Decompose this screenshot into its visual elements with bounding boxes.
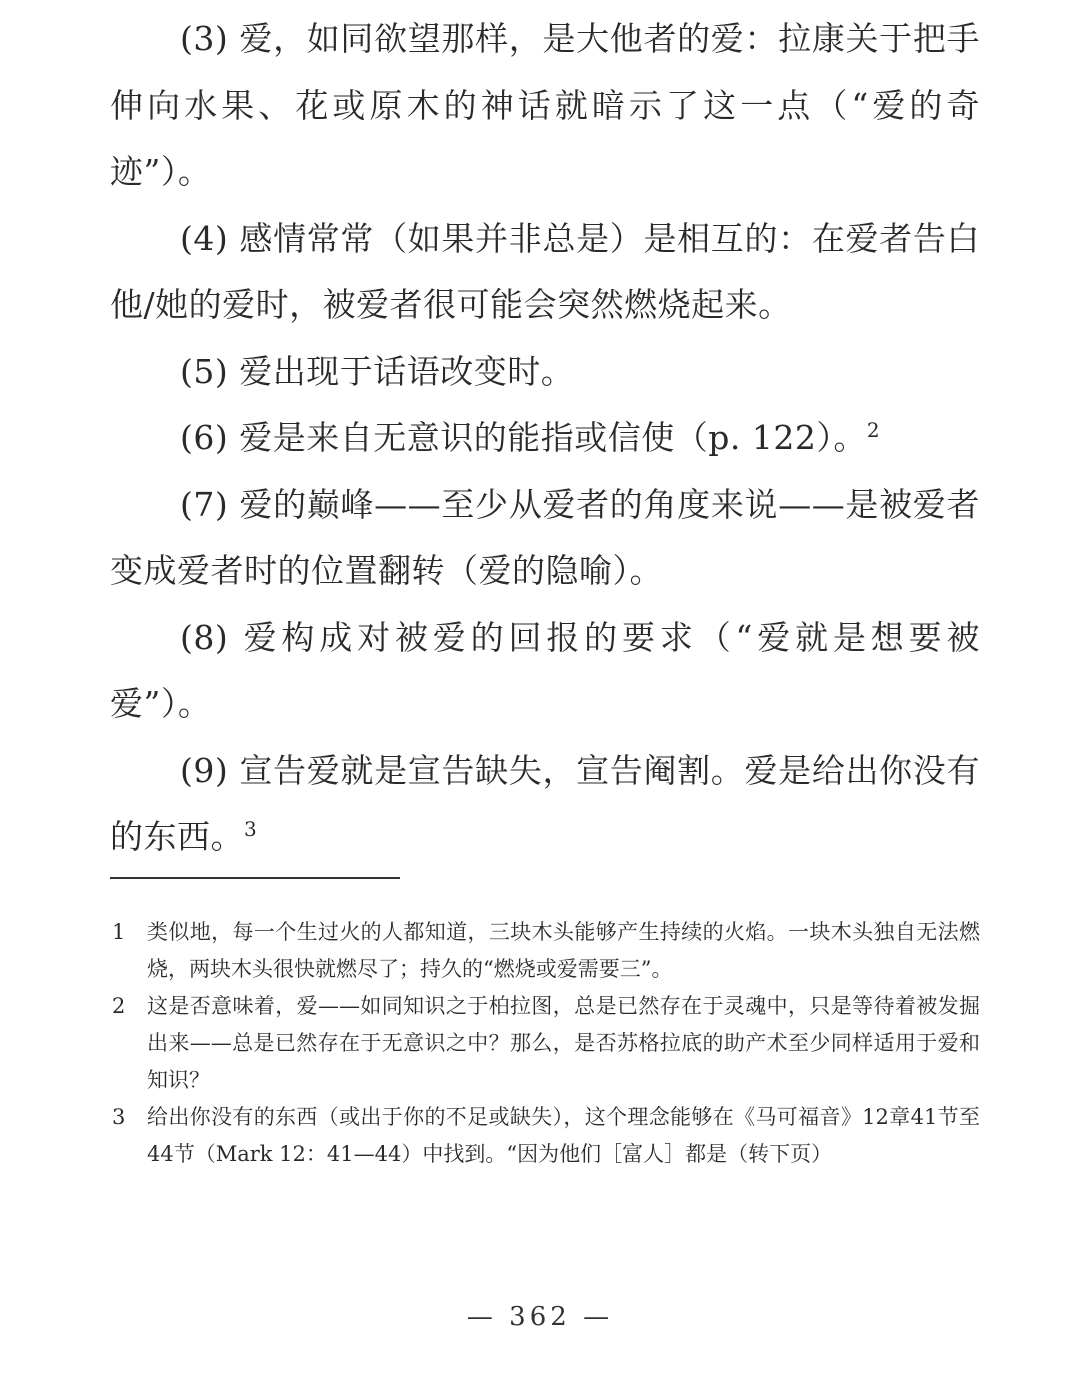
main-text bbox=[110, 6, 980, 871]
footnote-3 bbox=[110, 1099, 980, 1173]
footnote-number: 1 bbox=[112, 920, 126, 944]
footnote-number: 3 bbox=[112, 1105, 126, 1129]
paragraph-4 bbox=[110, 206, 980, 339]
footnotes bbox=[110, 914, 980, 1173]
footnote-text: 给出你没有的东西（或出于你的不足或缺失），这个理念能够在《马可福音》12章41节至44节（Mark 12：41—44）中找到。“因为他们［富人］都是（转下页） bbox=[147, 1105, 980, 1166]
paragraph-text: (6) 爱是来自无意识的能指或信使（p. 122）。 bbox=[180, 418, 867, 457]
paragraph-3 bbox=[110, 6, 980, 206]
footnote-1 bbox=[110, 914, 980, 988]
footnote-text: 这是否意味着，爱——如同知识之于柏拉图，总是已然存在于灵魂中，只是等待着被发掘出来——总是已然存在于无意识之中？那么，是否苏格拉底的助产术至少同样适用于爱和知识？ bbox=[147, 994, 980, 1092]
paragraph-text: (9) 宣告爱就是宣告缺失，宣告阉割。爱是给出你没有的东西。 bbox=[110, 750, 980, 856]
paragraph-8 bbox=[110, 605, 980, 738]
paragraph-9 bbox=[110, 738, 980, 871]
footnote-number: 2 bbox=[112, 994, 126, 1018]
footnote-2 bbox=[110, 988, 980, 1099]
paragraph-7 bbox=[110, 472, 980, 605]
footnote-text: 类似地，每一个生过火的人都知道，三块木头能够产生持续的火焰。一块木头独自无法燃烧，两块木头很快就燃尽了；持久的“燃烧或爱需要三”。 bbox=[147, 920, 980, 981]
paragraph-text: (5) 爱出现于话语改变时。 bbox=[180, 351, 575, 391]
paragraph-text: (8) 爱构成对被爱的回报的要求（“爱就是想要被爱”）。 bbox=[110, 617, 980, 723]
paragraph-text: (3) 爱，如同欲望那样，是大他者的爱：拉康关于把手伸向水果、花或原木的神话就暗示了这一点（“爱的奇迹”）。 bbox=[110, 19, 980, 191]
footnote-ref-3[interactable]: 3 bbox=[244, 817, 258, 841]
footnote-divider bbox=[110, 877, 400, 879]
paragraph-5 bbox=[110, 339, 980, 406]
paragraph-text: (7) 爱的巅峰——至少从爱者的角度来说——是被爱者变成爱者时的位置翻转（爱的隐喻）。 bbox=[110, 484, 980, 590]
paragraph-6 bbox=[110, 405, 980, 472]
page-number: — 362 — bbox=[466, 1302, 614, 1332]
paragraph-text: (4) 感情常常（如果并非总是）是相互的：在爱者告白他/她的爱时，被爱者很可能会突然燃烧起来。 bbox=[110, 218, 980, 324]
footnote-ref-2[interactable]: 2 bbox=[866, 418, 881, 442]
